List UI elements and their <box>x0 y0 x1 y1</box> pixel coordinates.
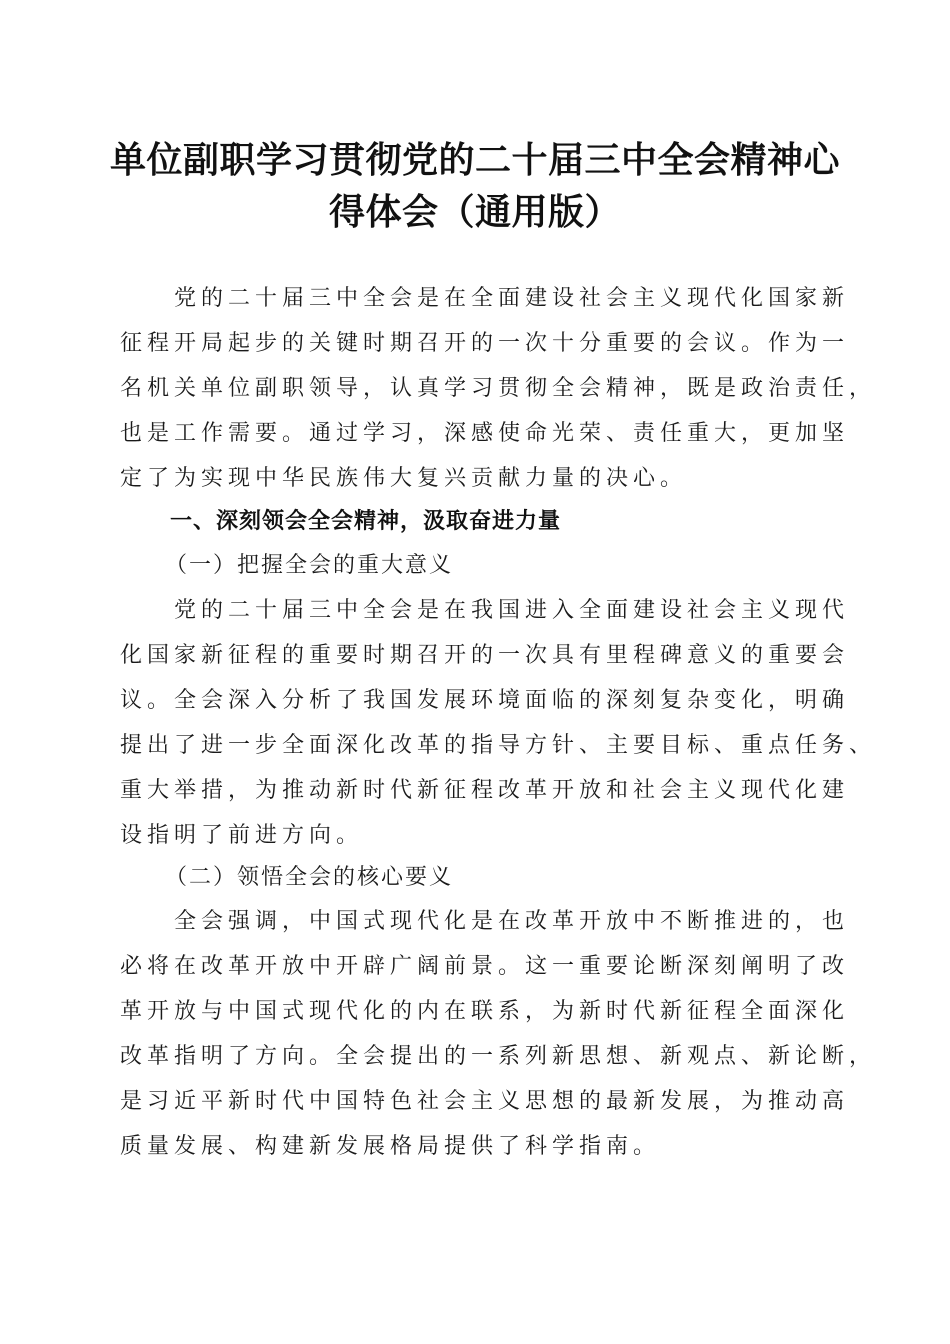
paragraph-line: 必将在改革开放中开辟广阔前景。这一重要论断深刻阐明了改 <box>120 954 850 979</box>
subsection-heading: （二）领悟全会的核心要义 <box>165 865 454 890</box>
paragraph-line: 名机关单位副职领导，认真学习贯彻全会精神，既是政治责任， <box>120 376 877 401</box>
paragraph-line: 全会强调，中国式现代化是在改革开放中不断推进的，也 <box>120 909 850 934</box>
paragraph-line: 改革指明了方向。全会提出的一系列新思想、新观点、新论断， <box>120 1044 877 1069</box>
section-heading: 一、深刻领会全会精神，汲取奋进力量 <box>170 509 562 534</box>
title-line: 得体会（通用版） <box>328 191 621 233</box>
paragraph-line: 征程开局起步的关键时期召开的一次十分重要的会议。作为一 <box>120 331 850 356</box>
title-line: 单位副职学习贯彻党的二十届三中全会精神心 <box>109 139 840 181</box>
subsection-heading: （一）把握全会的重大意义 <box>165 553 454 578</box>
paragraph-line: 革开放与中国式现代化的内在联系，为新时代新征程全面深化 <box>120 999 850 1024</box>
paragraph-line: 党的二十届三中全会是在全面建设社会主义现代化国家新 <box>120 286 850 311</box>
paragraph-line: 定了为实现中华民族伟大复兴贡献力量的决心。 <box>120 466 688 491</box>
paragraph-line: 质量发展、构建新发展格局提供了科学指南。 <box>120 1134 661 1159</box>
paragraph-line: 化国家新征程的重要时期召开的一次具有里程碑意义的重要会 <box>120 643 850 668</box>
subsection-2-paragraph <box>120 899 877 1169</box>
paragraph-line: 重大举措，为推动新时代新征程改革开放和社会主义现代化建 <box>120 778 850 803</box>
intro-paragraph <box>120 276 877 501</box>
paragraph-line: 提出了进一步全面深化改革的指导方针、主要目标、重点任务、 <box>120 733 877 758</box>
paragraph-line: 议。全会深入分析了我国发展环境面临的深刻复杂变化，明确 <box>120 688 850 713</box>
paragraph-line: 是习近平新时代中国特色社会主义思想的最新发展，为推动高 <box>120 1089 850 1114</box>
subsection-1-paragraph <box>120 588 877 858</box>
paragraph-line: 设指明了前进方向。 <box>120 823 364 848</box>
paragraph-line: 党的二十届三中全会是在我国进入全面建设社会主义现代 <box>120 598 850 623</box>
paragraph-line: 也是工作需要。通过学习，深感使命光荣、责任重大，更加坚 <box>120 421 850 446</box>
document-title <box>90 134 860 238</box>
